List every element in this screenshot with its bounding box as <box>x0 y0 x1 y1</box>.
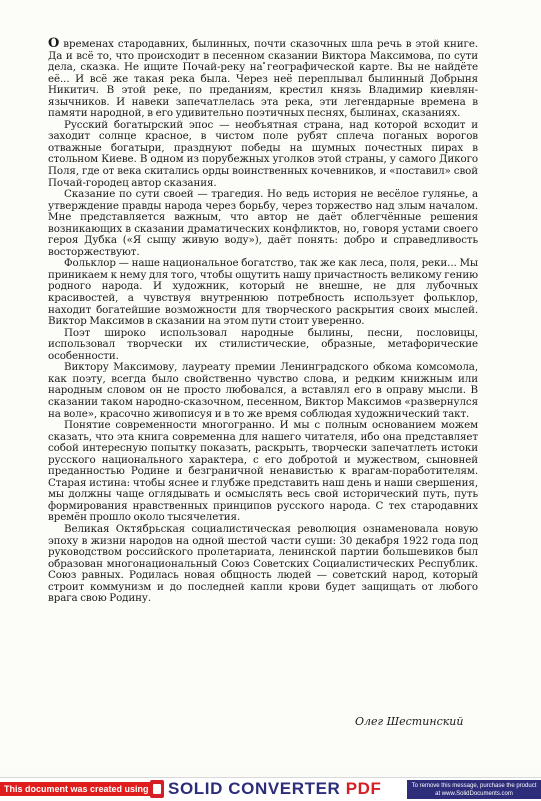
footer-brand[interactable] <box>168 779 382 799</box>
paragraph-text: Русский богатырский эпос — необъятная страна, над которой всходит и заходит солнце красное, в чистом поле рубят сплеча поганых ворогов отважные богатыри, празднуют победы на шумных почестных пирах в стольном Киеве. В одном из порубежных уголков этой страны, у самого Дикого Поля, где от века скитались орды воинственных кочевников, и «поставил» свой Почай-городец автор сказания. <box>48 118 478 189</box>
paragraph-4 <box>48 258 478 327</box>
document-body <box>48 38 478 605</box>
paragraph-text: Сказание по сути своей — трагедия. Но ведь история не весёлое гулянье, а утверждение правды народа через борьбу, через торжество над злым началом. Мне представляется важным, что автор не даёт облегчённые решения возникающих в сказании драматических конфликтов, но, говоря устами своего героя Дубка («Я сыщу живую воду»), даёт понять: добро и справедливость восторжествуют. <box>48 188 478 258</box>
paragraph-8 <box>48 524 478 605</box>
paragraph-text: Поэт широко использовал народные былины, песни, пословицы, использовал творчески их стилистические, образные, метафорические особенности. <box>48 326 478 362</box>
solid-converter-logo-icon <box>150 780 164 798</box>
paragraph-6 <box>48 362 478 420</box>
paragraph-2 <box>48 120 478 189</box>
paragraph-1 <box>48 38 478 120</box>
watermark-footer <box>0 777 541 801</box>
paragraph-text: Великая Октябрьская социалистическая революция ознаменовала новую эпоху в жизни народов на одной шестой части суши: 30 декабря 1922 года под руководством российского пролетариата, ленинской партии большевиков был образован многонациональный Союз Советских Социалистических Республик. Союз равных. Родилась новая общность людей — советский народ, который строит коммунизм и до последней капли крови будет защищать от любого врага свою Родину. <box>48 522 478 605</box>
paragraph-5 <box>48 328 478 363</box>
paragraph-7 <box>48 420 478 524</box>
brand-pdf-text: PDF <box>345 779 382 798</box>
paragraph-text: временах стародавних, былинных, почти сказочных шла речь в этой книге. Да и всё то, что происходит в песенном сказании Виктора Максимова, по сути дела, сказка. Не ищите Почай-реку на географической карте. Вы не найдёте её... И всё же такая река была. Через неё переплывал былинный Добрыня Никитич. В этой реке, по преданиям, крестил князь Владимир киевлян-язычников. И навеки запечатлелась эта река, эти легендарные времена в памяти народной, в его удивительно поэтичных песнях, былинах, сказаниях. <box>48 38 478 120</box>
brand-main-text: SOLID CONVERTER <box>168 779 341 798</box>
purchase-message-link[interactable]: To remove this message, purchase the product at www.SolidDocuments.com <box>407 780 541 799</box>
paragraph-text: Виктору Максимову, лауреату премии Ленинградского обкома комсомола, как поэту, всегда было свойственно чувство слова, и редким книжным или народным словом он не просто любовался, а вставлял его в оправу мысли. В сказании таком народно-сказочном, песенном, Виктор Максимов «развернулся на воле», красочно живописуя и в то же время соблюдая художнический такт. <box>48 361 478 420</box>
author-signature: Олег Шестинский <box>355 715 464 728</box>
paragraph-text: Фольклор — наше национальное богатство, так же как леса, поля, реки... Мы приникаем к нему для того, чтобы ощутить нашу причастность великому гению родного народа. И художник, который не внешне, не для лубочных красивостей, а чувствуя внутреннюю потребность использует фольклор, находит богатейшие возможности для творческого раскрытия своих мыслей. Виктор Максимов в сказании на этом пути стоит уверенно. <box>48 257 478 328</box>
footer-created-using-text: This document was created using <box>0 782 152 796</box>
drop-cap: О <box>48 36 60 51</box>
paragraph-text: Понятие современности многогранно. И мы с полным основанием можем сказать, что эта книга современна для нашего читателя, ибо она представляет собой интересную попытку показать, раскрыть, творчески запечатлеть истоки русского национального характера, с его добротой и мужеством, сыновней преданностью Родине и безграничной ненавистью к врагам-поработителям. Старая истина: чтобы яснее и глубже представить наш день и наши свершения, мы должны чаще оглядывать и осмыслять весь свой исторический путь, путь формирования нравственных принципов русского народа. С тех стародавних времён прошло около тысячелетия. <box>48 419 478 524</box>
paragraph-3 <box>48 189 478 258</box>
